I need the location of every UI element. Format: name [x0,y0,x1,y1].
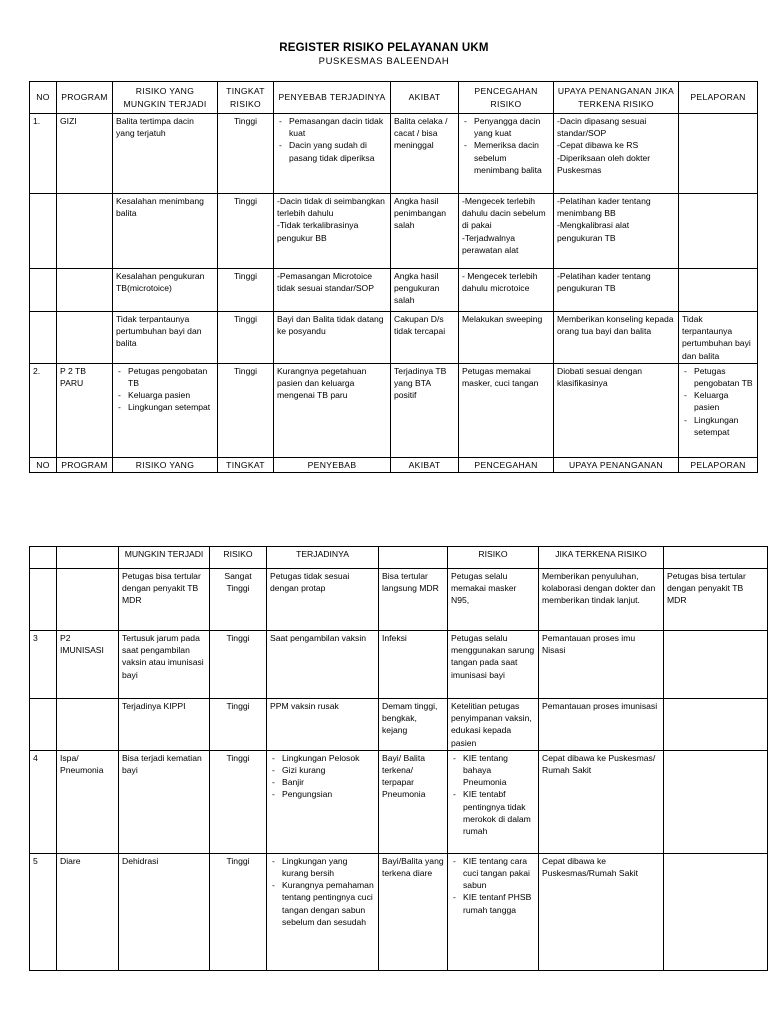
penyebab-line: -Pemasangan Microtoice tidak sesuai standar/SOP [277,271,374,294]
cell-no [30,312,57,364]
cell-akibat: Bisa tertular langsung MDR [379,569,448,631]
upaya-line: -Pelatihan kader tentang menimbang BB [557,196,651,219]
upaya-item: Pemantauan proses imu Nisasi [542,633,636,656]
cell-tingkat: Tinggi [218,363,274,457]
repeated-header-row [30,457,758,472]
col-header-pelaporan: PELAPORAN [679,82,758,114]
pelaporan-list [682,365,754,438]
cell-risiko: Bisa terjadi kematian bayi [119,750,210,853]
pelaporan-item: - Lingkungan setempat [694,414,754,438]
cell-no: 2. [30,363,57,457]
table-row [30,569,768,631]
cell-penyebab [267,750,379,853]
cell-pencegahan [459,114,554,194]
cell-pelaporan [664,631,768,699]
col-header-upaya: UPAYA PENANGANAN JIKA TERKENA RISIKO [554,82,679,114]
cell-tingkat: Tinggi [210,750,267,853]
pencegahan-item: - Penyangga dacin yang kuat [474,115,550,139]
cell-no: 3 [30,631,57,699]
cell-no [30,269,57,312]
cell-program [57,569,119,631]
cell-akibat: Balita celaka / cacat / bisa meninggal [391,114,459,194]
cont-header-upaya: JIKA TERKENA RISIKO [539,547,664,569]
footer-header-penyebab: PENYEBAB [274,457,391,472]
pencegahan-item: Petugas selalu memakai masker N95, [451,571,517,606]
cell-risiko: Balita tertimpa dacin yang terjatuh [113,114,218,194]
col-header-pencegahan: PENCEGAHAN RISIKO [459,82,554,114]
footer-header-pencegahan: PENCEGAHAN [459,457,554,472]
pencegahan-item: - KIE tentang cara cuci tangan pakai sabun [463,855,535,892]
risk-register-table [29,81,758,473]
cell-tingkat: Tinggi [210,631,267,699]
cell-akibat: Cakupan D/s tidak tercapai [391,312,459,364]
cell-program [57,312,113,364]
document-subtitle: PUSKESMAS BALEENDAH [318,56,450,67]
cell-akibat: Angka hasil penimbangan salah [391,194,459,269]
cell-pencegahan [448,631,539,699]
footer-header-tingkat: TINGKAT [218,457,274,472]
table-body-continued [30,569,768,971]
penyebab-line: -Tidak terkalibrasinya pengukur BB [277,220,359,243]
col-header-program: PROGRAM [57,82,113,114]
footer-header-upaya: UPAYA PENANGANAN [554,457,679,472]
penyebab-item: - Kurangnya pemahaman tentang pentingnya cuci tangan dengan sabun sebelum dan sesudah [282,879,375,928]
cell-no [30,569,57,631]
penyebab-item: - Banjir [282,776,375,788]
cell-no [30,194,57,269]
cell-penyebab [267,631,379,699]
risiko-list [116,365,214,414]
cont-header-penyebab: TERJADINYA [267,547,379,569]
cell-no [30,699,57,751]
cell-penyebab [274,114,391,194]
cell-risiko: Kesalahan pengukuran TB(microtoice) [113,269,218,312]
penyebab-line: -Dacin tidak di seimbangkan terlebih dahulu [277,196,385,219]
cell-program [57,194,113,269]
pencegahan-item: Petugas selalu menggunakan sarung tangan pada saat imunisasi bayi [451,633,535,680]
cell-upaya [539,699,664,751]
pencegahan-item: - KIE tentanf PHSB rumah tangga [463,891,535,915]
cont-header-tingkat: RISIKO [210,547,267,569]
cell-akibat: Infeksi [379,631,448,699]
continued-header-row [30,547,768,569]
table-row [30,750,768,853]
cell-pelaporan [664,853,768,970]
penyebab-list [277,115,387,164]
cont-header-no [30,547,57,569]
cell-program [57,699,119,751]
risk-register-table-continued [29,546,768,971]
cell-tingkat: Tinggi [218,194,274,269]
cell-risiko: Tertusuk jarum pada saat pengambilan vaksin atau imunisasi bayi [119,631,210,699]
cell-penyebab [274,363,391,457]
cell-akibat: Bayi/Balita yang terkena diare [379,853,448,970]
cell-tingkat: Tinggi [210,853,267,970]
pencegahan-list [462,115,550,176]
penyebab-item: - Lingkungan yang kurang bersih [282,855,375,879]
cell-program: P2 IMUNISASI [57,631,119,699]
cell-pelaporan: Tidak terpantaunya pertumbuhan bayi dan balita [679,312,758,364]
cell-pelaporan: Petugas bisa tertular dengan penyakit TB MDR [664,569,768,631]
cell-akibat: Terjadinya TB yang BTA positif [391,363,459,457]
penyebab-item: Kurangnya pegetahuan pasien dan keluarga mengenai TB paru [277,365,367,401]
pencegahan-list [451,855,535,916]
cell-risiko: Dehidrasi [119,853,210,970]
cell-upaya [539,631,664,699]
cell-pelaporan [679,363,758,457]
col-header-akibat: AKIBAT [391,82,459,114]
col-header-tingkat: TINGKAT RISIKO [218,82,274,114]
risiko-item: - Petugas pengobatan TB [128,365,214,389]
pencegahan-list [451,752,535,837]
cell-risiko: Petugas bisa tertular dengan penyakit TB MDR [119,569,210,631]
cont-header-akibat [379,547,448,569]
table-row [30,853,768,970]
risiko-item: - Lingkungan setempat [128,401,214,413]
pencegahan-line: -Mengecek terlebih dahulu dacin sebelum di pakai [462,196,546,231]
cell-pencegahan [448,853,539,970]
upaya-item: Pemantauan proses imunisasi [542,701,658,711]
pelaporan-item: - Keluarga pasien [694,389,754,413]
upaya-item: Cepat dibawa ke Puskesmas/ Rumah Sakit [542,752,656,776]
pencegahan-item: Ketelitian petugas penyimpanan vaksin, edukasi kepada pasien [451,701,532,748]
cont-header-pencegahan: RISIKO [448,547,539,569]
table-row [30,699,768,751]
cell-pencegahan [459,363,554,457]
pencegahan-item: - Memeriksa dacin sebelum menimbang balita [474,139,550,176]
cell-penyebab [274,312,391,364]
cell-penyebab [267,569,379,631]
cell-upaya [554,194,679,269]
upaya-line: -Cepat dibawa ke RS [557,140,639,151]
penyebab-item: Bayi dan Balita tidak datang ke posyandu [277,314,384,337]
cell-penyebab [267,853,379,970]
penyebab-item: PPM vaksin rusak [270,701,339,711]
footer-header-program: PROGRAM [57,457,113,472]
cell-pencegahan [459,312,554,364]
document-title: REGISTER RISIKO PELAYANAN UKM [279,42,489,54]
upaya-line: -Dacin dipasang sesuai standar/SOP [557,116,647,139]
penyebab-item: - Pemasangan dacin tidak kuat [289,115,387,139]
table-row [30,194,758,269]
upaya-line: -Mengkalibrasi alat pengukuran TB [557,220,630,243]
cell-penyebab [267,699,379,751]
table-row [30,363,758,457]
table-row [30,269,758,312]
pencegahan-item: Melakukan sweeping [462,314,543,324]
cell-no: 5 [30,853,57,970]
col-header-penyebab: PENYEBAB TERJADINYA [274,82,391,114]
cell-pencegahan [448,699,539,751]
cell-akibat: Angka hasil pengukuran salah [391,269,459,312]
footer-header-akibat: AKIBAT [391,457,459,472]
cell-akibat: Demam tinggi, bengkak, kejang [379,699,448,751]
pencegahan-item: Petugas memakai masker, cuci tangan [462,365,539,389]
cell-tingkat: Tinggi [218,114,274,194]
cell-pencegahan [459,269,554,312]
upaya-line: -Diperiksaan oleh dokter Puskesmas [557,152,651,175]
cell-program: Diare [57,853,119,970]
table-body [30,114,758,458]
cell-program: GIZI [57,114,113,194]
penyebab-list [270,855,375,928]
cont-header-risiko: MUNGKIN TERJADI [119,547,210,569]
cell-upaya [539,750,664,853]
penyebab-list [270,752,375,801]
table-row [30,312,758,364]
penyebab-item: - Pengungsian [282,788,375,800]
penyebab-item: - Gizi kurang [282,764,375,776]
cell-penyebab [274,269,391,312]
cell-upaya [554,114,679,194]
cell-akibat: Bayi/ Balita terkena/ terpapar Pneumonia [379,750,448,853]
cell-program [57,269,113,312]
upaya-item: Memberikan penyuluhan, kolaborasi dengan dokter dan memberikan tindak lanjut. [542,571,656,606]
upaya-item: Diobati sesuai dengan klasifikasinya [557,365,643,389]
footer-header-pelaporan: PELAPORAN [679,457,758,472]
pencegahan-item: - KIE tentabf pentingnya tidak merokok di dalam rumah [463,788,535,837]
cell-pelaporan [679,114,758,194]
cell-risiko: Terjadinya KIPPI [119,699,210,751]
cell-upaya [554,269,679,312]
penyebab-item: Petugas tidak sesuai dengan protap [270,571,350,594]
table-row [30,114,758,194]
cell-no: 4 [30,750,57,853]
cell-risiko [113,363,218,457]
cell-upaya [554,363,679,457]
cell-upaya [539,853,664,970]
pencegahan-line: -Terjadwalnya perawatan alat [462,232,519,255]
cell-program: P 2 TB PARU [57,363,113,457]
upaya-line: -Pelatihan kader tentang pengukuran TB [557,271,651,294]
cell-penyebab [274,194,391,269]
cell-pencegahan [459,194,554,269]
cell-upaya [539,569,664,631]
cell-upaya [554,312,679,364]
cell-pelaporan [679,194,758,269]
cell-tingkat: Tinggi [218,269,274,312]
cont-header-pelaporan [664,547,768,569]
pencegahan-item: - KIE tentang bahaya Pneumonia [463,752,535,789]
cell-tingkat: Tinggi [218,312,274,364]
penyebab-item: Saat pengambilan vaksin [270,633,367,643]
penyebab-item: - Lingkungan Pelosok [282,752,375,764]
cell-no: 1. [30,114,57,194]
col-header-no: NO [30,82,57,114]
cell-pencegahan [448,750,539,853]
upaya-item: Cepat dibawa ke Puskesmas/Rumah Sakit [542,855,638,879]
footer-header-no: NO [30,457,57,472]
header-row [30,82,758,114]
cell-pencegahan [448,569,539,631]
cont-header-program [57,547,119,569]
pelaporan-item: - Petugas pengobatan TB [694,365,754,389]
table-row [30,631,768,699]
cell-risiko: Tidak terpantaunya pertumbuhan bayi dan balita [113,312,218,364]
pencegahan-line: - Mengecek terlebih dahulu microtoice [462,271,538,294]
upaya-item: Memberikan konseling kepada orang tua bayi dan balita [557,314,674,337]
cell-risiko: Kesalahan menimbang balita [113,194,218,269]
cell-pelaporan [664,750,768,853]
footer-header-risiko: RISIKO YANG [113,457,218,472]
cell-tingkat: Sangat Tinggi [210,569,267,631]
col-header-risiko: RISIKO YANG MUNGKIN TERJADI [113,82,218,114]
risiko-item: - Keluarga pasien [128,389,214,401]
cell-pelaporan [679,269,758,312]
cell-tingkat: Tinggi [210,699,267,751]
cell-pelaporan [664,699,768,751]
penyebab-item: - Dacin yang sudah di pasang tidak diperiksa [289,139,387,163]
cell-program: Ispa/ Pneumonia [57,750,119,853]
